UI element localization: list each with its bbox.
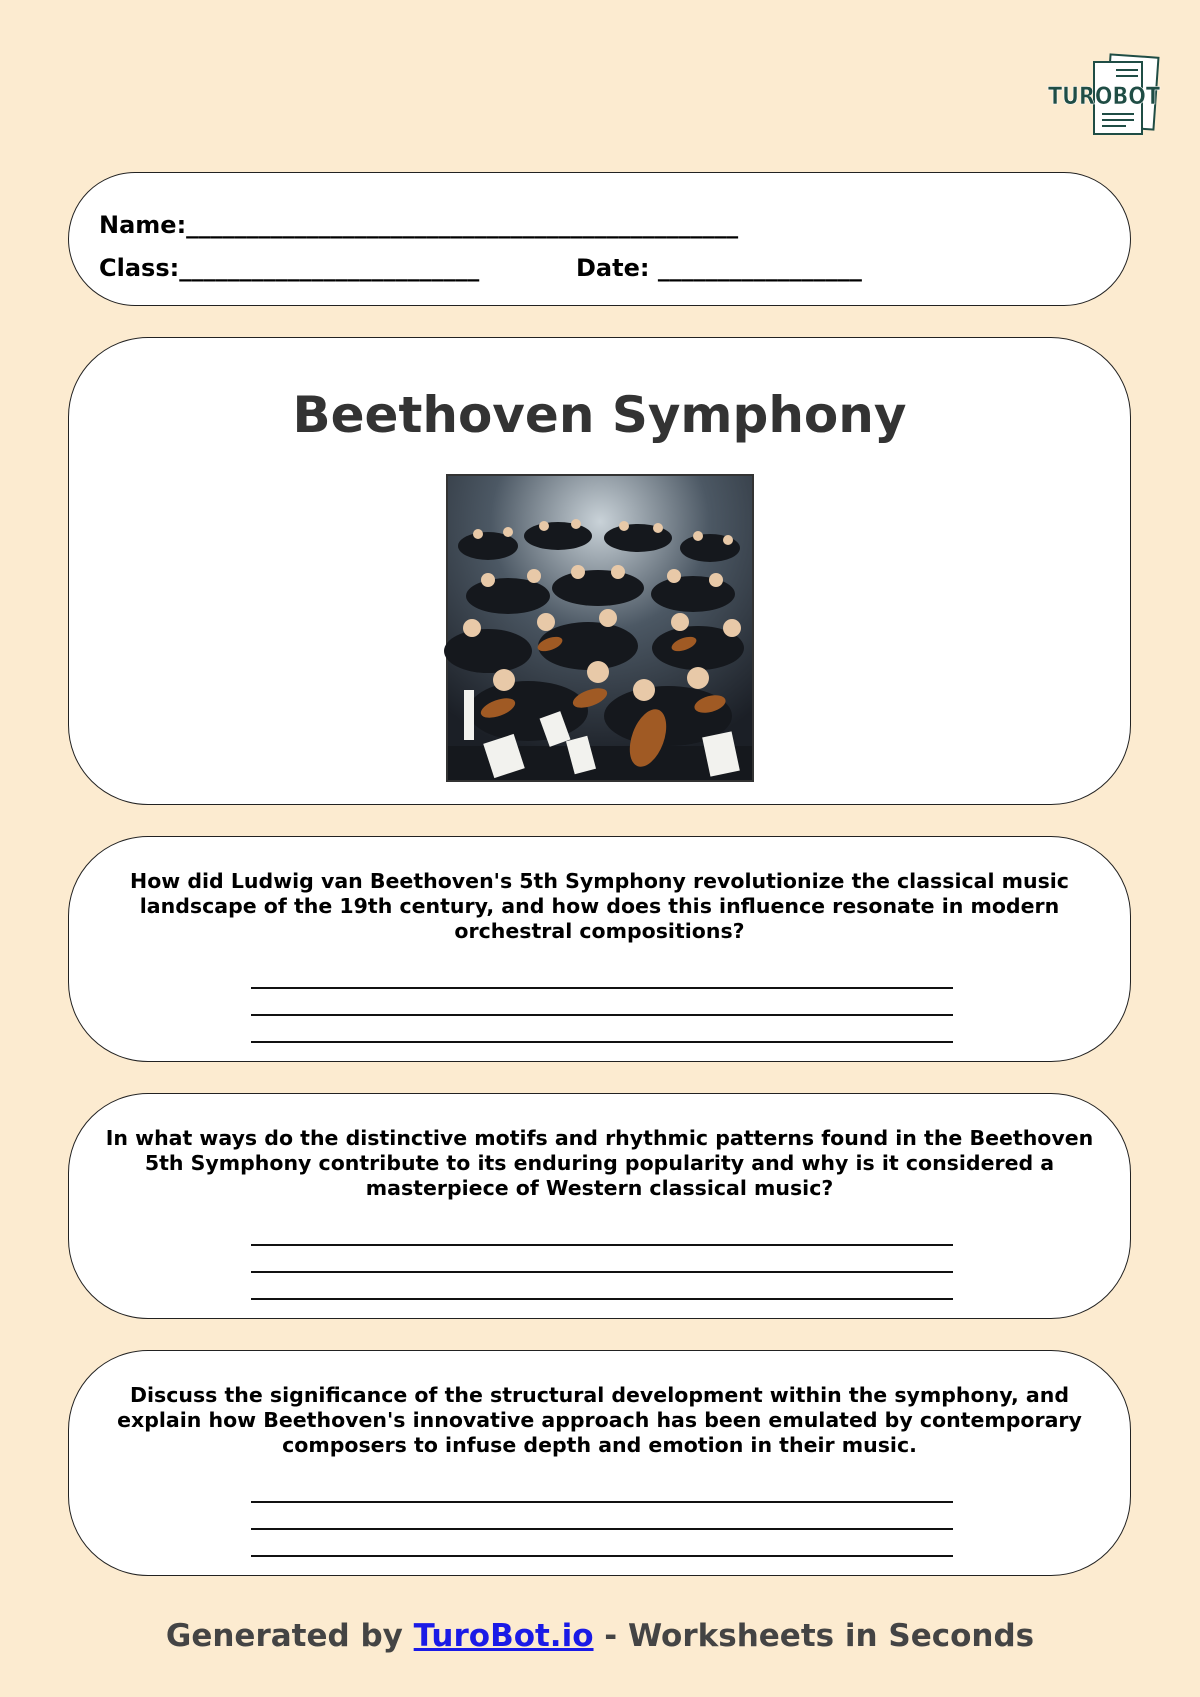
question-card-3	[68, 1350, 1131, 1576]
footer-suffix: - Worksheets in Seconds	[593, 1618, 1035, 1654]
date-label: Date:	[576, 254, 650, 282]
question-card-1	[68, 836, 1131, 1062]
footer	[0, 1618, 1200, 1654]
footer-prefix: Generated by	[165, 1618, 414, 1654]
date-field[interactable]: Date: _________________	[576, 254, 862, 282]
student-info-card	[68, 172, 1131, 306]
answer-line[interactable]	[251, 1041, 953, 1043]
answer-line[interactable]	[251, 1244, 953, 1246]
answer-line[interactable]	[251, 1014, 953, 1016]
class-field[interactable]: Class:_________________________	[99, 254, 488, 282]
answer-line[interactable]	[251, 1501, 953, 1503]
answer-line[interactable]	[251, 1271, 953, 1273]
answer-line[interactable]	[251, 987, 953, 989]
turobot-link[interactable]: TuroBot.io	[413, 1618, 594, 1654]
name-label: Name:	[99, 211, 187, 239]
title-card	[68, 337, 1131, 805]
name-field[interactable]: Name:______________________________________________	[99, 211, 739, 239]
worksheet-title: Beethoven Symphony	[292, 386, 907, 444]
class-label: Class:	[99, 254, 180, 282]
question-text: Discuss the significance of the structural development within the symphony, and explain how Beethoven's innovative approach has been emulated by contemporary composers to infuse depth and emotion in their music.	[117, 1383, 1082, 1457]
question-text: How did Ludwig van Beethoven's 5th Symphony revolutionize the classical music landscape of the 19th century, and how does this influence resonate in modern orchestral compositions?	[130, 869, 1069, 943]
question-text: In what ways do the distinctive motifs and rhythmic patterns found in the Beethoven 5th Symphony contribute to its enduring popularity and why is it considered a masterpiece of Western classical music?	[105, 1126, 1094, 1200]
orchestra-photo	[446, 474, 754, 782]
answer-line[interactable]	[251, 1528, 953, 1530]
turobot-logo	[1046, 52, 1164, 136]
answer-line[interactable]	[251, 1555, 953, 1557]
answer-line[interactable]	[251, 1298, 953, 1300]
logo-text: TUROBOT	[1048, 82, 1161, 110]
question-card-2	[68, 1093, 1131, 1319]
